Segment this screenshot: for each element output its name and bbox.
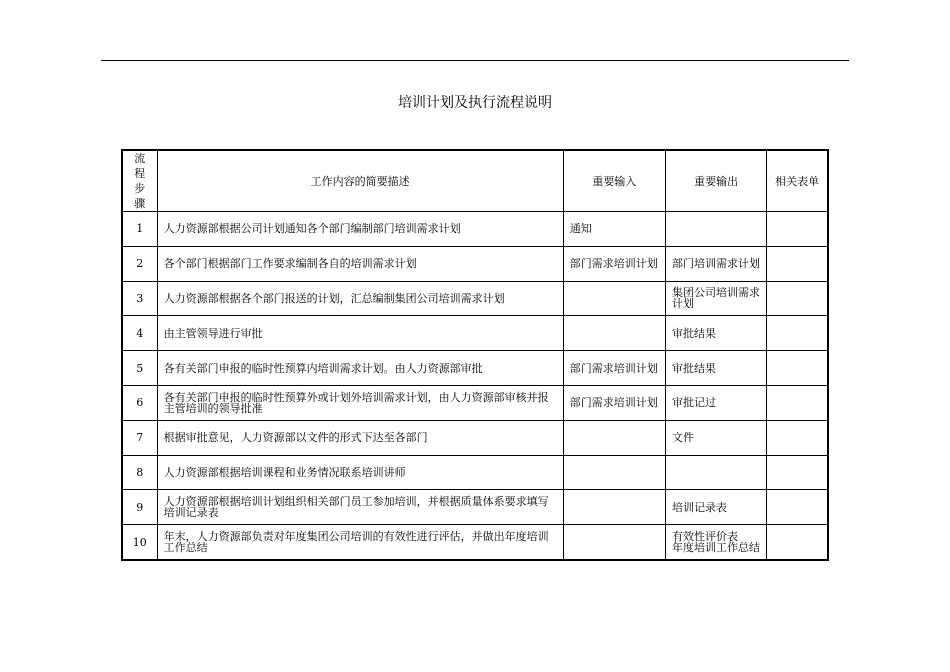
step-output — [666, 212, 767, 247]
step-forms — [767, 525, 828, 560]
table-row — [122, 246, 828, 281]
step-description: 人力资源部根据公司计划通知各个部门编制部门培训需求计划 — [157, 212, 563, 247]
step-input — [563, 316, 665, 351]
table-row — [122, 351, 828, 386]
header-rule — [101, 60, 849, 61]
step-number: 2 — [122, 246, 157, 281]
step-output: 部门培训需求计划 — [666, 246, 767, 281]
step-number: 1 — [122, 212, 157, 247]
step-description: 人力资源部根据培训计划组织相关部门员工参加培训，并根据质量体系要求填写培训记录表 — [157, 490, 563, 525]
step-input: 通知 — [563, 212, 665, 247]
step-description: 各个部门根据部门工作要求编制各自的培训需求计划 — [157, 246, 563, 281]
step-description: 人力资源部根据各个部门报送的计划，汇总编制集团公司培训需求计划 — [157, 281, 563, 316]
step-forms — [767, 351, 828, 386]
step-output: 文件 — [666, 420, 767, 455]
header-step: 流程步骤 — [122, 150, 157, 212]
step-output-line: 年度培训工作总结 — [672, 541, 761, 555]
step-output: 审批结果 — [666, 351, 767, 386]
step-description: 由主管领导进行审批 — [157, 316, 563, 351]
table-row — [122, 212, 828, 247]
step-input: 部门需求培训计划 — [563, 351, 665, 386]
step-output — [666, 525, 767, 560]
step-description: 年末，人力资源部负责对年度集团公司培训的有效性进行评估，并做出年度培训工作总结 — [157, 525, 563, 560]
header-output: 重要输出 — [666, 150, 767, 212]
step-description: 人力资源部根据培训课程和业务情况联系培训讲师 — [157, 455, 563, 490]
step-number: 4 — [122, 316, 157, 351]
step-forms — [767, 385, 828, 420]
step-number: 8 — [122, 455, 157, 490]
step-input — [563, 525, 665, 560]
table-row — [122, 525, 828, 560]
step-output: 审批结果 — [666, 316, 767, 351]
step-output: 集团公司培训需求计划 — [666, 281, 767, 316]
table-row — [122, 455, 828, 490]
step-forms — [767, 281, 828, 316]
step-forms — [767, 420, 828, 455]
step-description: 根据审批意见，人力资源部以文件的形式下达至各部门 — [157, 420, 563, 455]
step-forms — [767, 212, 828, 247]
step-input — [563, 455, 665, 490]
step-input: 部门需求培训计划 — [563, 385, 665, 420]
step-number: 5 — [122, 351, 157, 386]
process-table — [121, 149, 829, 561]
step-number: 7 — [122, 420, 157, 455]
step-output: 培训记录表 — [666, 490, 767, 525]
table-header-row — [122, 150, 828, 212]
step-input — [563, 490, 665, 525]
document-title: 培训计划及执行流程说明 — [398, 95, 552, 111]
step-forms — [767, 490, 828, 525]
step-description: 各有关部门申报的临时性预算外或计划外培训需求计划，由人力资源部审核并报主管培训的领导批准 — [157, 385, 563, 420]
step-output: 审批记过 — [666, 385, 767, 420]
table-row — [122, 385, 828, 420]
table-row — [122, 420, 828, 455]
step-forms — [767, 246, 828, 281]
step-number: 10 — [122, 525, 157, 560]
step-forms — [767, 455, 828, 490]
table-row — [122, 316, 828, 351]
header-description: 工作内容的简要描述 — [157, 150, 563, 212]
step-input — [563, 281, 665, 316]
step-number: 3 — [122, 281, 157, 316]
step-forms — [767, 316, 828, 351]
step-description: 各有关部门申报的临时性预算内培训需求计划。由人力资源部审批 — [157, 351, 563, 386]
step-input — [563, 420, 665, 455]
table-row — [122, 490, 828, 525]
step-number: 6 — [122, 385, 157, 420]
step-output — [666, 455, 767, 490]
step-input: 部门需求培训计划 — [563, 246, 665, 281]
step-output-line: 有效性评价表 — [672, 530, 739, 544]
header-input: 重要输入 — [563, 150, 665, 212]
table-row — [122, 281, 828, 316]
step-number: 9 — [122, 490, 157, 525]
header-forms: 相关表单 — [767, 150, 828, 212]
